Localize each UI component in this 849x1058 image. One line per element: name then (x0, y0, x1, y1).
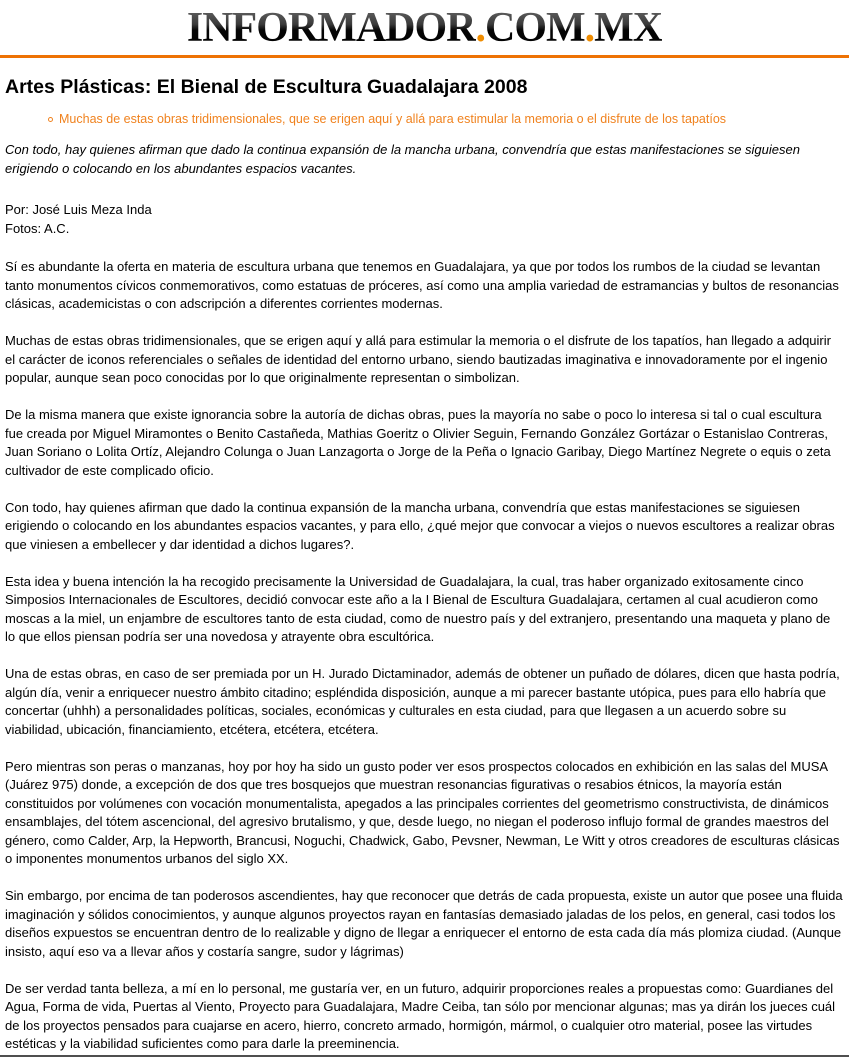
logo-text-informador: INFORMADOR (186, 5, 476, 51)
orange-divider (0, 55, 849, 58)
article-paragraph: Sin embargo, por encima de tan poderosos ascendientes, hay que reconocer que detrás de cada propuesta, existe un autor que posee una fluida imaginación y sólidos conocimientos, y aunque algunos proyectos rayan en fantasías demasiado jaladas de los pelos, en general, casi todos los diseños expuestos se encuentran dentro de lo realizable y digno de llegar a enriquecer el entorno de esta cada día más plomiza ciudad. (Aunque insisto, aquí eso va a llevar años y costaría sangre, sudor y lágrimas) (5, 888, 843, 959)
article-paragraph: Una de estas obras, en caso de ser premiada por un H. Jurado Dictaminador, además de obtener un puñado de dólares, dicen que hasta podría, algún día, venir a enriquecer nuestro ámbito citadino; espléndida disposición, aunque a mi parecer bastante utópica, pues para ello habría que concertar (uhhh) a personalidades políticas, sociales, económicas y culturales en esta ciudad, para que llegasen a un acuerdo sobre su viabilidad, ubicación, financiamiento, etcétera, etcétera, etcétera. (5, 666, 840, 737)
byline-author: Por: José Luis Meza Inda (5, 202, 152, 217)
article-highlight-item (48, 111, 843, 127)
article-paragraph: Esta idea y buena intención la ha recogido precisamente la Universidad de Guadalajara, la cual, tras haber organizado exitosamente cinco Simposios Internacionales de Escultores, decidió convocar este año a la I Bienal de Escultura Guadalajara, certamen al cual acudieron como moscas a la miel, un enjambre de escultores tanto de esta ciudad, como de nuestro país y del extranjero, presentando una maqueta y plano de lo que ellos piensan podría ser una novedosa y atrayente obra escultórica. (5, 573, 831, 644)
logo-dot-icon: . (475, 5, 485, 51)
article-paragraph: Sí es abundante la oferta en materia de escultura urbana que tenemos en Guadalajara, ya que por todos los rumbos de la ciudad se levantan tanto monumentos cívicos conmemorativos, como estatuas de próceres, así como una amplia variedad de estramancias y bultos de resonancias clásicas, academicistas o con adscripción a diferentes corrientes modernas. (5, 259, 839, 311)
byline-block (5, 200, 843, 238)
masthead (0, 0, 849, 55)
logo-text-mx: MX (594, 5, 663, 51)
article-paragraph: De ser verdad tanta belleza, a mí en lo personal, me gustaría ver, en un futuro, adquirir proporciones reales a propuestas como: Guardianes del Agua, Forma de vida, Puertas al Viento, Proyecto para Guadalajara, Madre Ceiba, tan sólo por mencionar algunas; mas ya dirán los jueces cuál de los proyectos pensados para cuajarse en acero, hierro, concreto armado, hormigón, mármol, o cualquier otro material, posee las virtudes estéticas y la viabilidad suficientes como para darle la preeminencia. (5, 980, 836, 1051)
article-highlight-text: Muchas de estas obras tridimensionales, que se erigen aquí y allá para estimular la memoria o el disfrute de los tapatíos (59, 112, 727, 126)
article-paragraph: Muchas de estas obras tridimensionales, que se erigen aquí y allá para estimular la memoria o el disfrute de los tapatíos, han llegado a adquirir el carácter de iconos referenciales o señales de identidad del entorno urbano, siendo bautizadas imaginativa e innovadoramente por el ingenio popular, aunque sean poco conocidas por lo que originalmente representan o simbolizan. (5, 333, 831, 385)
logo-dot-icon: . (584, 5, 595, 51)
article-content (0, 75, 849, 1054)
photo-credit: Fotos: A.C. (5, 221, 70, 236)
article-lead: Con todo, hay quienes afirman que dado la continua expansión de la mancha urbana, convendría que estas manifestaciones se siguiesen erigiendo o colocando en los abundantes espacios vacantes. (5, 142, 800, 176)
bottom-divider (0, 1055, 849, 1057)
article-body (5, 258, 843, 1054)
page-title: Artes Plásticas: El Bienal de Escultura Guadalajara 2008 (5, 76, 528, 98)
informador-logo[interactable] (187, 6, 662, 50)
article-paragraph: De la misma manera que existe ignorancia sobre la autoría de dichas obras, pues la mayoría no sabe o poco lo interesa si tal o cual escultura fue creada por Miguel Miramontes o Benito Castañeda, Mathias Goeritz o Olivier Seguin, Fernando González Gortázar o Estanislao Contreras, Juan Soriano o Lolita Ortíz, Alejandro Colunga o Juan Lanzagorta o Jorge de la Peña o Ignacio Garibay, Diego Martínez Negrete o equis o zeta cultivador de este complicado oficio. (5, 407, 831, 478)
bullet-circle-icon (48, 117, 53, 122)
article-paragraph: Con todo, hay quienes afirman que dado la continua expansión de la mancha urbana, convendría que estas manifestaciones se siguiesen erigiendo o colocando en los abundantes espacios vacantes, y para ello, ¿qué mejor que convocar a viejos o nuevos escultores a realizar obras que viniesen a embellecer y dar identidad a dichos lugares?. (5, 499, 835, 552)
logo-text-com: COM (485, 5, 585, 51)
article-paragraph: Pero mientras son peras o manzanas, hoy por hoy ha sido un gusto poder ver esos prospectos colocados en exhibición en las salas del MUSA (Juárez 975) donde, a excepción de dos que tres bosquejos que muestran resonancias figurativas o resabios étnicos, la mayoría están constituidos por volúmenes con vocación monumentalista, apegados a las principales corrientes del geometrismo constructivista, de dinámicos ensamblajes, del tótem ascencional, del agresivo brutalismo, y que, desde luego, no niegan el poderoso influjo formal de grandes maestros del género, como Calder, Arp, la Hepworth, Brancusi, Noguchi, Chadwick, Gabo, Pevsner, Newman, Le Witt y otros creadores de esculturas clásicas o imponentes monumentos urbanos del siglo XX. (5, 758, 840, 866)
